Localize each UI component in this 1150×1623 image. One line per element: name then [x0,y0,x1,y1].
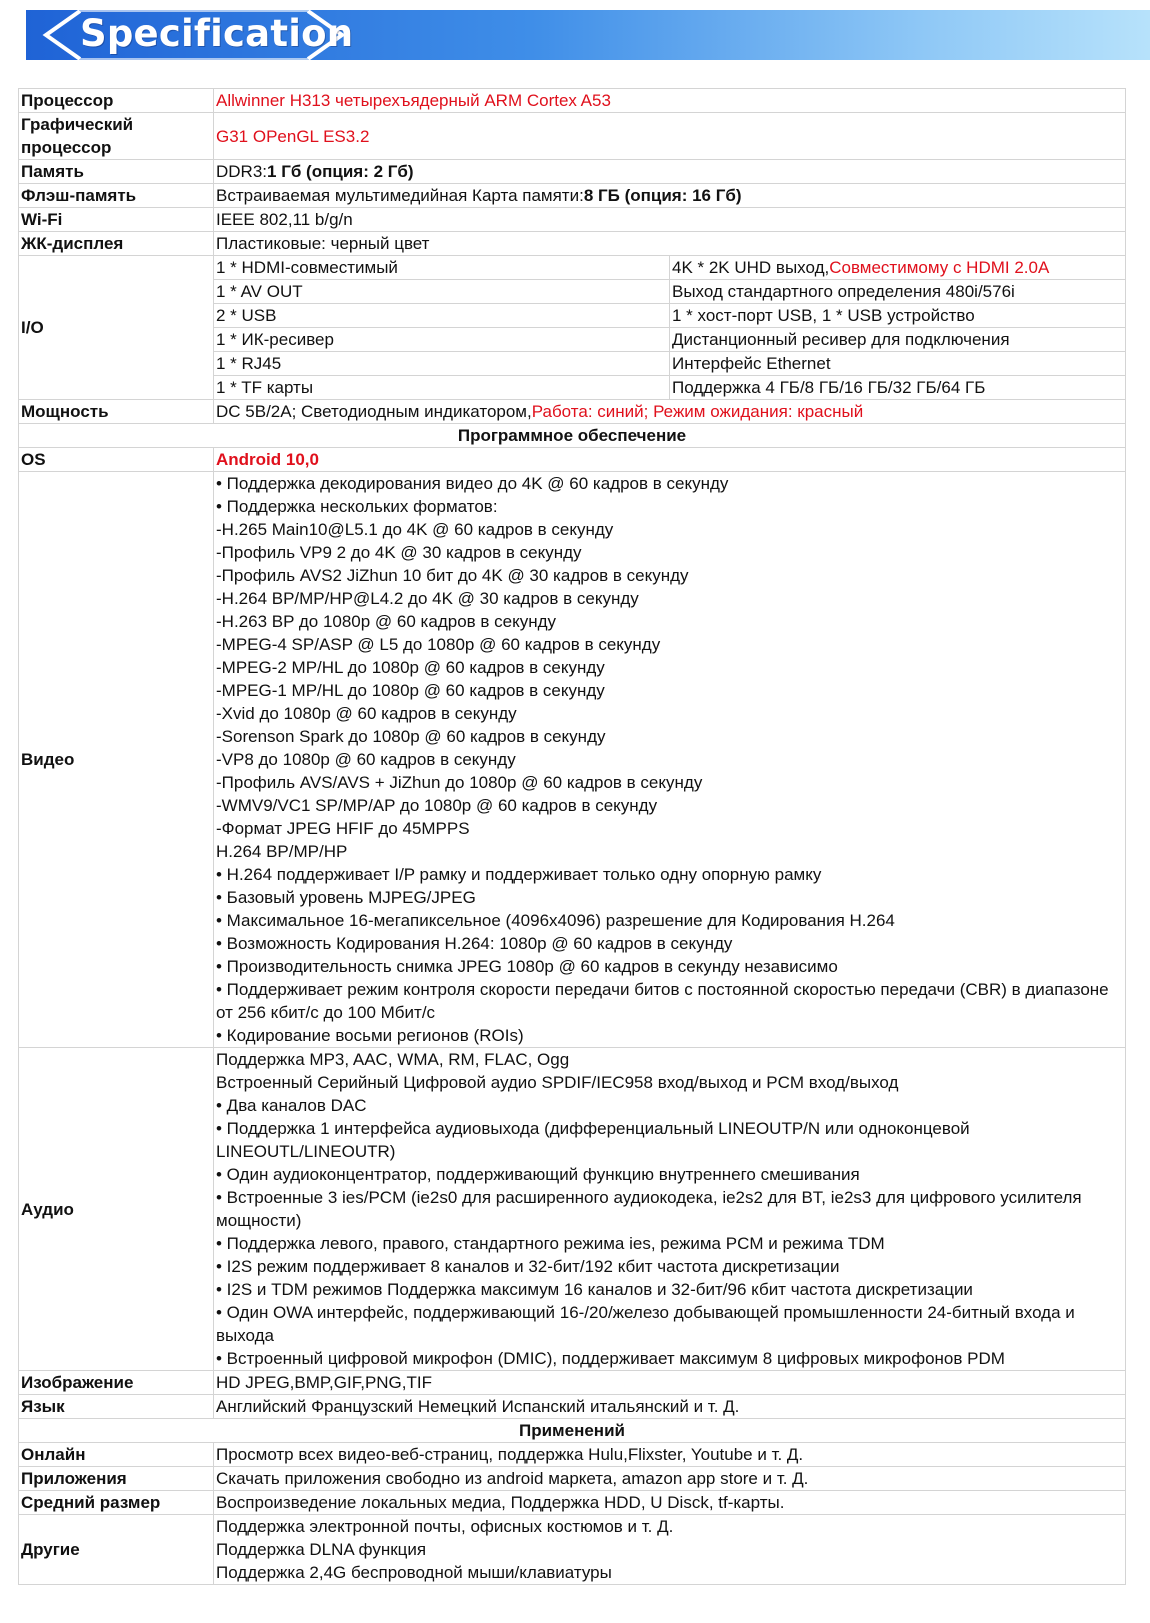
software-section-header: Программное обеспечение [19,424,1126,448]
power-label: Мощность [19,400,214,424]
gpu-value: G31 OPenGL ES3.2 [214,113,1126,160]
row-other [19,1515,1126,1585]
apps-section-header: Применений [19,1419,1126,1443]
io-port: 1 * ИК-ресивер [214,328,670,352]
row-power [19,400,1126,424]
image-label: Изображение [19,1371,214,1395]
cpu-label: Процессор [19,89,214,113]
row-video [19,472,1126,1048]
audio-line: • Встроенный цифровой микрофон (DMIC), поддерживает максимум 8 цифровых микрофонов PDM [216,1349,1005,1368]
banner-title: Specification [80,12,354,55]
video-line: • Производительность снимка JPEG 1080p @ 60 кадров в секунду независимо [216,957,838,976]
video-line: • Поддержка нескольких форматов: [216,497,498,516]
row-lcd [19,232,1126,256]
video-line: • Поддержка декодирования видео до 4K @ 60 кадров в секунду [216,474,729,493]
os-value: Android 10,0 [214,448,1126,472]
audio-line: Встроенный Серийный Цифровой аудио SPDIF/IEC958 вход/выход и PCM вход/выход [216,1073,899,1092]
power-value-cell [214,400,1126,424]
media-label: Средний размер [19,1491,214,1515]
image-value: HD JPEG,BMP,GIF,PNG,TIF [214,1371,1126,1395]
io-desc-cell [670,256,1126,280]
power-status-text: Работа: синий; Режим ожидания: красный [531,402,864,421]
row-audio [19,1048,1126,1371]
applications-value: Скачать приложения свободно из android маркета, amazon app store и т. Д. [214,1467,1126,1491]
online-value: Просмотр всех видео-веб-страниц, поддержка Hulu,Flixster, Youtube и т. Д. [214,1443,1126,1467]
video-line: -H.263 BP до 1080p @ 60 кадров в секунду [216,612,557,631]
row-os [19,448,1126,472]
other-features [214,1515,1126,1585]
audio-line: • Поддержка 1 интерфейса аудиовыхода (дифференциальный LINEOUTP/N или одноконцевой LINEOUTL/LINEOUTR) [216,1119,970,1161]
video-line: • Поддерживает режим контроля скорости передачи битов с постоянной скоростью передачи (CBR) в диапазоне от 256 кбит/с до 100 Мбит/с [216,980,1109,1022]
audio-line: • Один аудиоконцентратор, поддерживающий функцию внутреннего смешивания [216,1165,860,1184]
video-line: • Возможность Кодирования H.264: 1080p @ 60 кадров в секунду [216,934,733,953]
video-line: -Sorenson Spark до 1080p @ 60 кадров в секунду [216,727,606,746]
io-desc: Интерфейс Ethernet [670,352,1126,376]
video-line: -Профиль AVS/AVS + JiZhun до 1080p @ 60 кадров в секунду [216,773,703,792]
flash-value: 8 ГБ (опция: 16 Гб) [583,186,742,205]
flash-value-cell [214,184,1126,208]
video-line: -MPEG-2 MP/HL до 1080p @ 60 кадров в секунду [216,658,605,677]
applications-label: Приложения [19,1467,214,1491]
wifi-label: Wi-Fi [19,208,214,232]
io-desc: Поддержка 4 ГБ/8 ГБ/16 ГБ/32 ГБ/64 ГБ [670,376,1126,400]
language-value: Английский Французский Немецкий Испанский итальянский и т. Д. [214,1395,1126,1419]
flash-label: Флэш-память [19,184,214,208]
io-label: I/O [19,256,214,400]
audio-line: • Поддержка левого, правого, стандартного режима ies, режима PCM и режима TDM [216,1234,885,1253]
video-line: -WMV9/VC1 SP/MP/AP до 1080p @ 60 кадров в секунду [216,796,658,815]
io-port: 1 * RJ45 [214,352,670,376]
lcd-value: Пластиковые: черный цвет [214,232,1126,256]
video-features [214,472,1126,1048]
row-online [19,1443,1126,1467]
video-line: • Базовый уровень MJPEG/JPEG [216,888,476,907]
io-port: 1 * AV OUT [214,280,670,304]
memory-value-cell [214,160,1126,184]
other-line: Поддержка 2,4G беспроводной мыши/клавиатуры [216,1563,612,1582]
video-line: • Максимальное 16-мегапиксельное (4096x4096) разрешение для Кодирования H.264 [216,911,895,930]
other-line: Поддержка электронной почты, офисных костюмов и т. Д. [216,1517,674,1536]
media-value: Воспроизведение локальных медиа, Поддержка HDD, U Disck, tf-карты. [214,1491,1126,1515]
video-line: -H.265 Main10@L5.1 до 4K @ 60 кадров в секунду [216,520,614,539]
spec-table [18,88,1126,1585]
flash-prefix: Встраиваемая мультимедийная Карта памяти: [216,186,584,205]
row-gpu [19,113,1126,160]
row-flash [19,184,1126,208]
row-media [19,1491,1126,1515]
video-line: -Профиль VP9 2 до 4K @ 30 кадров в секунду [216,543,582,562]
io-desc-highlight: Совместимому с HDMI 2.0A [829,258,1050,277]
io-desc: 4K * 2K UHD выход, [672,258,830,277]
video-line: -H.264 BP/MP/HP@L4.2 до 4K @ 30 кадров в секунду [216,589,639,608]
audio-line: Поддержка MP3, AAC, WMA, RM, FLAC, Ogg [216,1050,570,1069]
audio-line: • I2S режим поддерживает 8 каналов и 32-бит/192 кбит частота дискретизации [216,1257,840,1276]
audio-line: • I2S и TDM режимов Поддержка максимум 16 каналов и 32-бит/96 кбит частота дискретизации [216,1280,973,1299]
video-line: -MPEG-4 SP/ASP @ L5 до 1080p @ 60 кадров в секунду [216,635,661,654]
other-line: Поддержка DLNA функция [216,1540,427,1559]
os-label: OS [19,448,214,472]
memory-value: 1 Гб (опция: 2 Гб) [267,162,414,181]
io-desc: 1 * хост-порт USB, 1 * USB устройство [670,304,1126,328]
memory-prefix: DDR3: [216,162,268,181]
row-image [19,1371,1126,1395]
row-memory [19,160,1126,184]
cpu-value: Allwinner H313 четырехъядерный ARM Cortex A53 [214,89,1126,113]
video-line: • Кодирование восьми регионов (ROIs) [216,1026,524,1045]
language-label: Язык [19,1395,214,1419]
audio-line: • Встроенные 3 ies/PCM (ie2s0 для расширенного аудиокодека, ie2s2 для BT, ie2s3 для цифрового усилителя мощности) [216,1188,1082,1230]
gpu-label: Графический процессор [19,113,214,160]
row-software-header [19,424,1126,448]
audio-features [214,1048,1126,1371]
memory-label: Память [19,160,214,184]
row-cpu [19,89,1126,113]
video-line: -Xvid до 1080p @ 60 кадров в секунду [216,704,517,723]
row-io-0 [19,256,1126,280]
audio-label: Аудио [19,1048,214,1371]
video-line: -VP8 до 1080p @ 60 кадров в секунду [216,750,516,769]
row-applications [19,1467,1126,1491]
video-line: -MPEG-1 MP/HL до 1080p @ 60 кадров в секунду [216,681,605,700]
online-label: Онлайн [19,1443,214,1467]
io-desc: Дистанционный ресивер для подключения [670,328,1126,352]
wifi-value: IEEE 802,11 b/g/n [214,208,1126,232]
video-line: H.264 BP/MP/HP [216,842,348,861]
lcd-label: ЖК-дисплея [19,232,214,256]
power-value: DC 5B/2A; Светодиодным индикатором, [216,402,532,421]
video-line: • H.264 поддерживает I/P рамку и поддерживает только одну опорную рамку [216,865,822,884]
video-line: -Профиль AVS2 JiZhun 10 бит до 4K @ 30 кадров в секунду [216,566,689,585]
video-label: Видео [19,472,214,1048]
io-port: 1 * HDMI-совместимый [214,256,670,280]
video-line: -Формат JPEG HFIF до 45MPPS [216,819,470,838]
other-label: Другие [19,1515,214,1585]
row-apps-header [19,1419,1126,1443]
row-wifi [19,208,1126,232]
row-language [19,1395,1126,1419]
io-port: 2 * USB [214,304,670,328]
io-port: 1 * TF карты [214,376,670,400]
audio-line: • Два каналов DAC [216,1096,367,1115]
io-desc: Выход стандартного определения 480i/576i [670,280,1126,304]
audio-line: • Один OWA интерфейс, поддерживающий 16-/20/железо добывающей промышленности 24-битный входа и выхода [216,1303,1075,1345]
